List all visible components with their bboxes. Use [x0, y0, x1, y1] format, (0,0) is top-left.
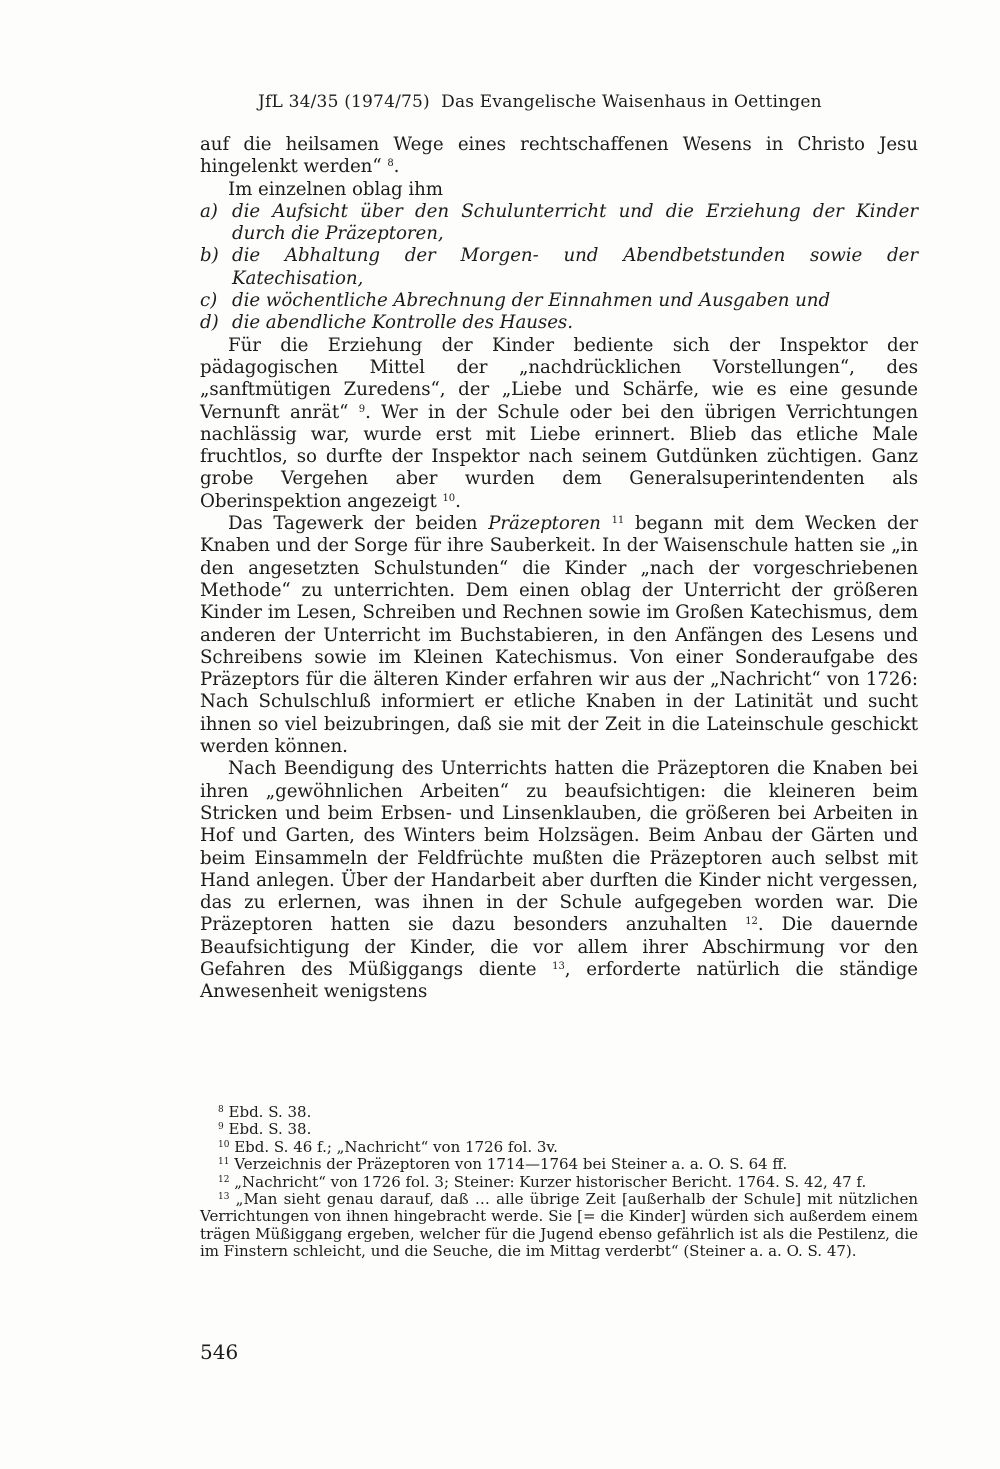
body-text — [200, 134, 918, 1004]
footnote: $^{10}$ Ebd. S. 46 f.; „Nachricht“ von 1726 fol. 3v. — [218, 1137, 558, 1156]
footnotes — [200, 1104, 918, 1261]
list-item-a: a) die Aufsicht über den Schulunterricht und die Erziehung der Kinder durch die Präzeptoren, — [200, 200, 918, 245]
paragraph-inspector: Für die Erziehung der Kinder bediente sich der Inspektor der pädagogischen Mittel der „nachdrücklichen Vorstellungen“, des „sanftmütigen Zuredens“, der „Liebe und Schärfe, wie es eine gesunde Vernunft anrät“ $^9$. Wer in der Schule oder bei den übrigen Verrichtungen nachlässig war, wurde erst mit Liebe erinnert. Blieb das etliche Male fruchtlos, so durfte der Inspektor nach seinem Gutdünken züchtigen. Ganz grobe Vergehen aber wurden dem Generalsuperintendenten als Oberinspektion angezeigt $^{10}$. — [200, 334, 918, 512]
paragraph-arbeiten: Nach Beendigung des Unterrichts hatten die Präzeptoren die Knaben bei ihren „gewöhnlichen Arbeiten“ zu beaufsichtigen: die kleineren beim Stricken und beim Erbsen- und Linsenklauben, die größeren bei Arbeiten in Hof und Garten, des Winters beim Holzsägen. Beim Anbau der Gärten und beim Einsammeln der Feldfrüchte mußten die Präzeptoren auch selbst mit Hand anlegen. Über der Handarbeit aber durften die Kinder nicht vergessen, das zu erlernen, was ihnen in der Schule aufgegeben worden war. Die Präzeptoren hatten sie dazu besonders anzuhalten $^{12}$. Die dauernde Beaufsichtigung der Kinder, die vor allem ihrer Abschirmung vor den Gefahren des Müßiggangs diente $^{13}$, erforderte natürlich die ständige Anwesenheit wenigstens — [200, 758, 919, 1003]
list-item-d: d) die abendliche Kontrolle des Hauses. — [200, 312, 573, 334]
footnote: $^8$ Ebd. S. 38. — [218, 1103, 312, 1121]
list-lead: Im einzelnen oblag ihm — [228, 178, 443, 200]
journal-reference: JfL 34/35 (1974/75) — [258, 92, 430, 112]
running-header — [258, 92, 918, 112]
footnote: $^{12}$ „Nachricht“ von 1726 fol. 3; Steiner: Kurzer historischer Bericht. 1764. S. 42, 47 f. — [218, 1172, 867, 1191]
footnote: $^9$ Ebd. S. 38. — [218, 1120, 312, 1139]
footnote-ref: 9 — [358, 403, 366, 415]
paragraph-intro: auf die heilsamen Wege eines rechtschaffenen Wesens in Christo Jesu hingelenkt werden“ $^8$. — [200, 134, 918, 178]
list-item-c: c) die wöchentliche Abrechnung der Einnahmen und Ausgaben und — [200, 290, 831, 312]
footnote-ref: 12 — [745, 916, 758, 928]
footnote-ref: 11 — [611, 515, 625, 527]
footnote-ref: 8 — [387, 158, 394, 170]
footnote: $^{11}$ Verzeichnis der Präzeptoren von 1714—1764 bei Steiner a. a. O. S. 64 ff. — [218, 1155, 788, 1174]
footnote: $^{13}$ „Man sieht genau darauf, daß … alle übrige Zeit [außerhalb der Schule] mit nützlichen Verrichtungen von ihnen hingebracht werde. Sie [= die Kinder] würden sich außerdem einem trägen Müßiggang ergeben, welcher für die Jugend ebenso gefährlich ist als die Pestilenz, die im Finstern schleicht, und die Seuche, die im Mittag verderbt“ (Steiner a. a. O. S. 47). — [200, 1190, 918, 1261]
list-item-b: b) die Abhaltung der Morgen- und Abendbetstunden sowie der Katechisation, — [200, 245, 918, 289]
footnote-ref: 10 — [442, 492, 456, 504]
header-title: Das Evangelische Waisenhaus in Oettingen — [441, 92, 822, 112]
footnote-ref: 13 — [552, 960, 565, 972]
paragraph-praezeptoren: Das Tagewerk der beiden Präzeptoren $^{11}$ begann mit dem Wecken der Knaben und der Sorge für ihre Sauberkeit. In der Waisenschule hatten sie „in den angesetzten Schulstunden“ die Kinder „nach der vorgeschriebenen Methode“ zu unterrichten. Dem einen oblag der Unterricht der größeren Kinder im Lesen, Schreiben und Rechnen sowie im Großen Katechismus, dem anderen der Unterricht im Buchstabieren, in den Anfängen des Lesens und Schreibens sowie im Kleinen Katechismus. Von einer Sonderaufgabe des Präzeptors für die älteren Kinder erfahren wir aus der „Nachricht“ von 1726: Nach Schulschluß informiert er etliche Knaben in der Latinität und sucht ihnen so viel beizubringen, daß sie mit der Zeit in die Lateinschule geschickt werden können. — [200, 513, 919, 758]
page-number: 546 — [200, 1340, 239, 1364]
